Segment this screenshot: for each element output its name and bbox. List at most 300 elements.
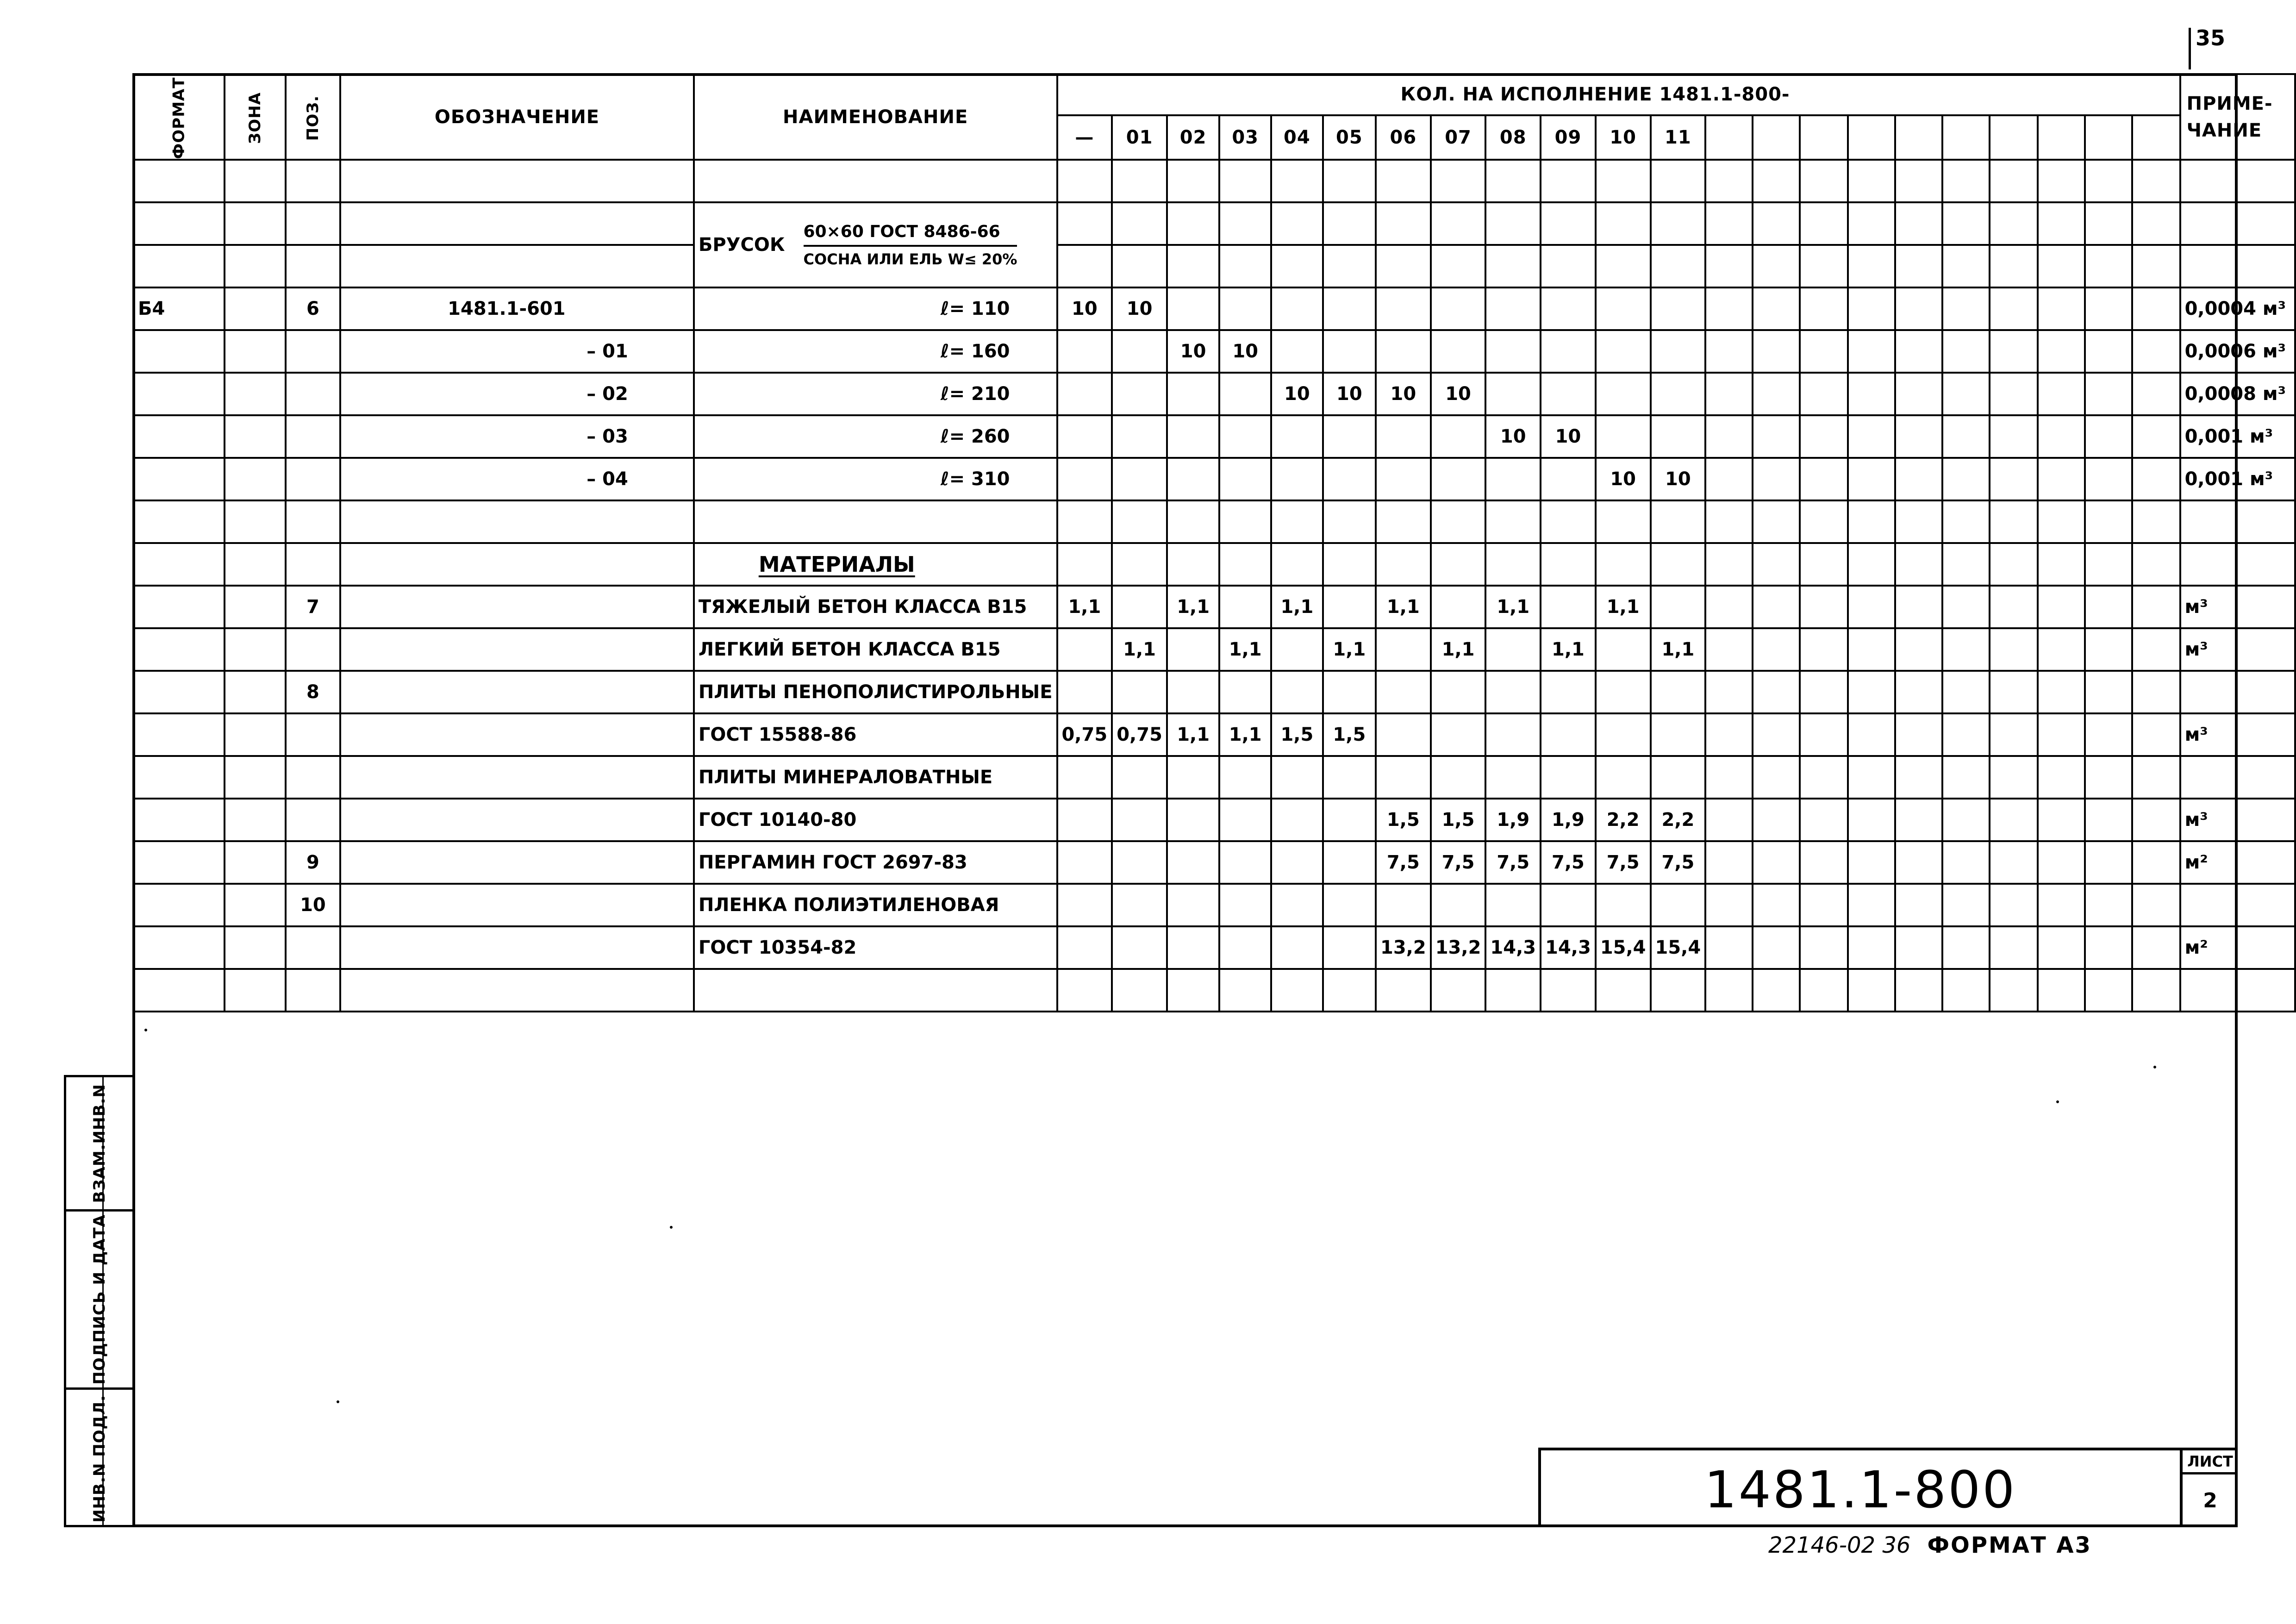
cell-name: ПЛЕНКА ПОЛИЭТИЛЕНОВАЯ <box>694 884 1057 926</box>
qty-cell: 10 <box>1219 330 1271 373</box>
qty-cell <box>1431 543 1486 586</box>
qty-cell-empty <box>2132 926 2180 969</box>
qty-cell: 1,1 <box>1219 713 1271 756</box>
cell-note: 0,0008 м³ <box>2180 373 2295 415</box>
qty-cell-empty <box>2132 500 2180 543</box>
qty-cell <box>1219 500 1271 543</box>
variant-header-empty <box>2038 115 2085 160</box>
cell-name <box>694 202 1057 287</box>
cell-designation <box>340 628 694 671</box>
qty-cell <box>1112 926 1167 969</box>
variant-header-empty <box>1942 115 1990 160</box>
variant-header: 07 <box>1431 115 1486 160</box>
qty-cell <box>1271 671 1323 713</box>
qty-cell <box>1323 671 1376 713</box>
cell-format <box>133 628 225 671</box>
qty-cell-empty <box>1800 500 1848 543</box>
qty-cell <box>1167 969 1219 1012</box>
qty-cell <box>1167 756 1219 799</box>
cell-pos <box>286 500 340 543</box>
qty-cell: 1,1 <box>1541 628 1596 671</box>
qty-cell-empty <box>2038 671 2085 713</box>
cell-pos <box>286 969 340 1012</box>
cell-format <box>133 926 225 969</box>
qty-cell <box>1057 415 1112 458</box>
qty-cell-empty <box>2132 756 2180 799</box>
qty-cell-empty <box>1753 884 1800 926</box>
qty-cell <box>1541 586 1596 628</box>
stamp-inv-podl: ИНВ.N ПОДЛ. <box>90 1394 109 1523</box>
qty-cell: 14,3 <box>1485 926 1541 969</box>
qty-cell <box>1376 713 1431 756</box>
qty-cell <box>1376 287 1431 330</box>
qty-cell-empty <box>1800 586 1848 628</box>
qty-cell-empty <box>1895 543 1942 586</box>
qty-cell-empty <box>1705 799 1753 841</box>
qty-cell <box>1376 671 1431 713</box>
qty-cell <box>1057 969 1112 1012</box>
qty-cell <box>1271 330 1323 373</box>
qty-cell: 1,1 <box>1167 586 1219 628</box>
cell-format <box>133 586 225 628</box>
qty-cell: 1,1 <box>1271 586 1323 628</box>
cell-designation <box>340 926 694 969</box>
cell-zone <box>225 841 286 884</box>
cell-name <box>694 543 1057 586</box>
qty-cell-empty <box>1848 586 1895 628</box>
qty-cell-empty <box>2132 543 2180 586</box>
cell-pos <box>286 458 340 500</box>
qty-cell <box>1431 586 1486 628</box>
qty-cell-empty <box>2132 884 2180 926</box>
qty-cell: 10 <box>1596 458 1651 500</box>
qty-cell: 1,5 <box>1323 713 1376 756</box>
qty-cell <box>1167 884 1219 926</box>
qty-cell <box>1596 969 1651 1012</box>
qty-cell-empty <box>1990 330 2038 373</box>
cell-pos <box>286 245 340 287</box>
qty-cell-empty <box>1800 415 1848 458</box>
qty-cell <box>1541 287 1596 330</box>
qty-cell-empty <box>2132 841 2180 884</box>
variant-header-empty <box>2132 115 2180 160</box>
materials-heading: МАТЕРИАЛЫ <box>758 552 915 577</box>
qty-cell <box>1376 415 1431 458</box>
qty-cell-empty <box>1990 884 2038 926</box>
cell-designation <box>340 160 694 202</box>
qty-cell-empty <box>2085 884 2132 926</box>
qty-cell-empty <box>1990 245 2038 287</box>
qty-cell <box>1485 713 1541 756</box>
qty-cell <box>1167 628 1219 671</box>
table-row <box>133 543 2295 586</box>
cell-note <box>2180 160 2295 202</box>
qty-cell <box>1271 287 1323 330</box>
qty-cell-empty <box>1705 884 1753 926</box>
cell-pos <box>286 373 340 415</box>
qty-cell-empty <box>1705 543 1753 586</box>
qty-cell-empty <box>1895 287 1942 330</box>
qty-cell <box>1112 671 1167 713</box>
qty-cell-empty <box>1848 202 1895 245</box>
brusok-label: БРУСОК $\frac{\text{60×60 ГОСТ 8486-66}}{\text{СОСНА ИЛИ ЕЛЬ W≤ 20\%}}$ <box>698 222 1017 268</box>
qty-cell-empty <box>1705 160 1753 202</box>
qty-cell-empty <box>1895 330 1942 373</box>
sheet-label: ЛИСТ <box>2183 1450 2238 1474</box>
qty-cell: 1,1 <box>1219 628 1271 671</box>
qty-cell <box>1167 926 1219 969</box>
cell-note: м³ <box>2180 628 2295 671</box>
qty-cell <box>1323 330 1376 373</box>
qty-cell <box>1323 841 1376 884</box>
cell-note <box>2180 756 2295 799</box>
cell-zone <box>225 458 286 500</box>
qty-cell <box>1167 160 1219 202</box>
sheet-number: 35 <box>2196 25 2226 50</box>
qty-cell <box>1651 202 1706 245</box>
qty-cell: 10 <box>1167 330 1219 373</box>
qty-cell <box>1431 671 1486 713</box>
qty-cell-empty <box>2038 160 2085 202</box>
qty-cell-empty <box>1848 713 1895 756</box>
qty-cell-empty <box>2085 671 2132 713</box>
variant-header-empty <box>1800 115 1848 160</box>
qty-cell <box>1651 586 1706 628</box>
cell-zone <box>225 330 286 373</box>
qty-cell <box>1323 287 1376 330</box>
qty-cell <box>1485 756 1541 799</box>
qty-cell-empty <box>1800 330 1848 373</box>
qty-cell: 1,5 <box>1271 713 1323 756</box>
qty-cell <box>1485 458 1541 500</box>
qty-cell: 1,1 <box>1596 586 1651 628</box>
cell-designation <box>340 969 694 1012</box>
qty-cell <box>1323 458 1376 500</box>
qty-cell <box>1323 245 1376 287</box>
qty-cell <box>1112 245 1167 287</box>
qty-cell-empty <box>1848 926 1895 969</box>
qty-cell: 15,4 <box>1651 926 1706 969</box>
qty-cell: 10 <box>1376 373 1431 415</box>
cell-note <box>2180 245 2295 287</box>
qty-cell-empty <box>1800 458 1848 500</box>
qty-cell <box>1167 287 1219 330</box>
qty-cell: 10 <box>1271 373 1323 415</box>
qty-cell <box>1112 756 1167 799</box>
qty-cell <box>1376 330 1431 373</box>
qty-cell <box>1431 500 1486 543</box>
qty-cell <box>1651 500 1706 543</box>
qty-cell: 1,1 <box>1431 628 1486 671</box>
cell-name: ГОСТ 15588-86 <box>694 713 1057 756</box>
qty-cell-empty <box>1990 373 2038 415</box>
cell-format <box>133 969 225 1012</box>
qty-cell <box>1376 756 1431 799</box>
cell-note <box>2180 884 2295 926</box>
qty-cell <box>1431 884 1486 926</box>
qty-cell: 7,5 <box>1431 841 1486 884</box>
cell-designation <box>340 756 694 799</box>
cell-name <box>694 500 1057 543</box>
qty-cell-empty <box>1942 245 1990 287</box>
qty-cell-empty <box>1895 586 1942 628</box>
cell-pos <box>286 543 340 586</box>
table-row <box>133 500 2295 543</box>
qty-cell <box>1541 330 1596 373</box>
col-zone-header: ЗОНА <box>225 74 286 160</box>
qty-cell-empty <box>1848 841 1895 884</box>
qty-cell-empty <box>2132 586 2180 628</box>
qty-cell-empty <box>2038 500 2085 543</box>
table-row <box>133 373 2295 415</box>
qty-cell-empty <box>1753 628 1800 671</box>
cell-note: 0,001 м³ <box>2180 458 2295 500</box>
col-note-header: ПРИМЕ- ЧАНИЕ <box>2180 74 2295 160</box>
qty-cell: 7,5 <box>1651 841 1706 884</box>
cell-pos <box>286 202 340 245</box>
qty-cell <box>1219 926 1271 969</box>
qty-cell <box>1651 287 1706 330</box>
qty-cell: 1,1 <box>1323 628 1376 671</box>
qty-cell-empty <box>1848 756 1895 799</box>
variant-header: 08 <box>1485 115 1541 160</box>
qty-cell-empty <box>1705 458 1753 500</box>
cell-format <box>133 671 225 713</box>
cell-note: м² <box>2180 841 2295 884</box>
cell-note <box>2180 671 2295 713</box>
qty-cell <box>1219 160 1271 202</box>
qty-cell <box>1271 799 1323 841</box>
qty-cell-empty <box>1895 671 1942 713</box>
qty-cell <box>1541 671 1596 713</box>
qty-cell-empty <box>1895 202 1942 245</box>
variant-header: 02 <box>1167 115 1219 160</box>
qty-cell <box>1485 969 1541 1012</box>
qty-cell-empty <box>1705 926 1753 969</box>
qty-cell <box>1167 500 1219 543</box>
qty-cell <box>1271 628 1323 671</box>
qty-cell <box>1651 756 1706 799</box>
qty-cell <box>1651 969 1706 1012</box>
qty-cell-empty <box>1895 841 1942 884</box>
cell-format <box>133 202 225 245</box>
cell-zone <box>225 245 286 287</box>
qty-cell <box>1271 926 1323 969</box>
table-row <box>133 245 2295 287</box>
qty-cell-empty <box>1705 415 1753 458</box>
qty-cell: 10 <box>1112 287 1167 330</box>
variant-header-empty <box>1705 115 1753 160</box>
cell-format <box>133 713 225 756</box>
qty-cell <box>1057 884 1112 926</box>
qty-cell: 1,1 <box>1112 628 1167 671</box>
qty-cell-empty <box>1800 884 1848 926</box>
qty-cell <box>1271 415 1323 458</box>
table-row <box>133 713 2295 756</box>
cell-format <box>133 160 225 202</box>
stamp-podpis: ПОДПИСЬ И ДАТА <box>66 1212 132 1390</box>
qty-cell <box>1596 500 1651 543</box>
qty-cell-empty <box>1705 245 1753 287</box>
variant-header: 01 <box>1112 115 1167 160</box>
qty-cell-empty <box>1942 202 1990 245</box>
cell-name <box>694 969 1057 1012</box>
sheet-number-bar <box>2189 28 2191 69</box>
qty-cell-empty <box>1753 586 1800 628</box>
cell-name: ℓ= 210 <box>694 373 1057 415</box>
qty-cell-empty <box>1753 458 1800 500</box>
qty-cell-empty <box>1705 373 1753 415</box>
qty-cell <box>1112 799 1167 841</box>
qty-cell-empty <box>2085 373 2132 415</box>
qty-cell-empty <box>1990 543 2038 586</box>
qty-cell <box>1485 330 1541 373</box>
qty-cell <box>1323 969 1376 1012</box>
qty-cell <box>1057 799 1112 841</box>
qty-cell-empty <box>1942 373 1990 415</box>
qty-cell <box>1485 500 1541 543</box>
qty-cell-empty <box>1800 543 1848 586</box>
qty-cell <box>1112 373 1167 415</box>
cell-zone <box>225 373 286 415</box>
document-code: 1481.1-800 <box>1704 1460 2017 1519</box>
cell-designation: – 01 <box>340 330 694 373</box>
qty-cell-empty <box>2038 287 2085 330</box>
cell-name: ЛЕГКИЙ БЕТОН КЛАССА В15 <box>694 628 1057 671</box>
qty-cell-empty <box>2085 287 2132 330</box>
cell-pos: 8 <box>286 671 340 713</box>
qty-cell: 1,9 <box>1541 799 1596 841</box>
cell-format <box>133 373 225 415</box>
qty-cell-empty <box>1753 330 1800 373</box>
qty-cell-empty <box>2132 287 2180 330</box>
qty-cell-empty <box>1753 799 1800 841</box>
qty-cell: 7,5 <box>1485 841 1541 884</box>
qty-cell-empty <box>1942 458 1990 500</box>
qty-cell-empty <box>1942 287 1990 330</box>
qty-cell <box>1219 884 1271 926</box>
qty-cell <box>1541 245 1596 287</box>
qty-cell <box>1167 373 1219 415</box>
qty-cell-empty <box>2085 160 2132 202</box>
qty-cell <box>1485 671 1541 713</box>
title-block <box>1538 1448 2238 1527</box>
qty-cell <box>1376 160 1431 202</box>
qty-cell: 13,2 <box>1431 926 1486 969</box>
qty-cell-empty <box>1942 884 1990 926</box>
qty-cell <box>1271 160 1323 202</box>
qty-cell <box>1541 458 1596 500</box>
qty-cell-empty <box>1895 926 1942 969</box>
cell-note: м² <box>2180 926 2295 969</box>
qty-cell <box>1219 245 1271 287</box>
qty-cell <box>1431 713 1486 756</box>
variant-header: — <box>1057 115 1112 160</box>
qty-cell <box>1271 969 1323 1012</box>
qty-cell <box>1271 756 1323 799</box>
qty-cell-empty <box>2132 969 2180 1012</box>
cell-format <box>133 884 225 926</box>
cell-zone <box>225 713 286 756</box>
cell-format <box>133 543 225 586</box>
qty-cell <box>1271 245 1323 287</box>
cell-designation <box>340 245 694 287</box>
qty-cell-empty <box>2038 330 2085 373</box>
qty-cell-empty <box>2038 713 2085 756</box>
cell-zone <box>225 202 286 245</box>
col-designation-header: ОБОЗНАЧЕНИЕ <box>340 74 694 160</box>
qty-cell-empty <box>1990 500 2038 543</box>
qty-cell-empty <box>2085 586 2132 628</box>
qty-cell: 1,1 <box>1057 586 1112 628</box>
cell-zone <box>225 671 286 713</box>
variant-header-empty <box>1753 115 1800 160</box>
qty-cell <box>1057 628 1112 671</box>
cell-pos: 10 <box>286 884 340 926</box>
qty-cell <box>1323 799 1376 841</box>
qty-cell: 7,5 <box>1596 841 1651 884</box>
qty-cell <box>1651 671 1706 713</box>
qty-cell-empty <box>1942 969 1990 1012</box>
cell-format <box>133 415 225 458</box>
qty-cell <box>1112 884 1167 926</box>
qty-cell: 13,2 <box>1376 926 1431 969</box>
qty-cell-empty <box>1848 628 1895 671</box>
qty-cell-empty <box>1705 586 1753 628</box>
qty-cell-empty <box>2085 543 2132 586</box>
qty-cell <box>1431 160 1486 202</box>
qty-cell-empty <box>1800 969 1848 1012</box>
qty-cell <box>1431 287 1486 330</box>
qty-cell-empty <box>1942 713 1990 756</box>
qty-cell-empty <box>2132 458 2180 500</box>
table-row <box>133 415 2295 458</box>
qty-cell-empty <box>1753 713 1800 756</box>
qty-cell: 7,5 <box>1541 841 1596 884</box>
qty-cell: 1,1 <box>1167 713 1219 756</box>
qty-cell-empty <box>2132 713 2180 756</box>
qty-cell-empty <box>1848 373 1895 415</box>
qty-cell-empty <box>1705 628 1753 671</box>
cell-designation <box>340 799 694 841</box>
col-pos-header: ПОЗ. <box>286 74 340 160</box>
cell-note <box>2180 969 2295 1012</box>
qty-cell <box>1219 415 1271 458</box>
qty-cell <box>1112 841 1167 884</box>
qty-cell <box>1057 841 1112 884</box>
qty-cell-empty <box>1942 543 1990 586</box>
table-row <box>133 330 2295 373</box>
qty-cell <box>1323 543 1376 586</box>
qty-cell <box>1541 500 1596 543</box>
qty-cell <box>1651 245 1706 287</box>
qty-cell <box>1323 926 1376 969</box>
cell-designation <box>340 202 694 245</box>
qty-cell-empty <box>1942 799 1990 841</box>
qty-cell-empty <box>1942 415 1990 458</box>
qty-cell <box>1219 671 1271 713</box>
qty-cell: 1,1 <box>1485 586 1541 628</box>
table-row <box>133 586 2295 628</box>
variant-header-empty <box>1895 115 1942 160</box>
qty-cell <box>1271 458 1323 500</box>
qty-cell-empty <box>1753 160 1800 202</box>
qty-cell <box>1485 202 1541 245</box>
cell-format <box>133 799 225 841</box>
qty-cell-empty <box>1942 926 1990 969</box>
variant-header-empty <box>1848 115 1895 160</box>
qty-cell-empty <box>1990 586 2038 628</box>
